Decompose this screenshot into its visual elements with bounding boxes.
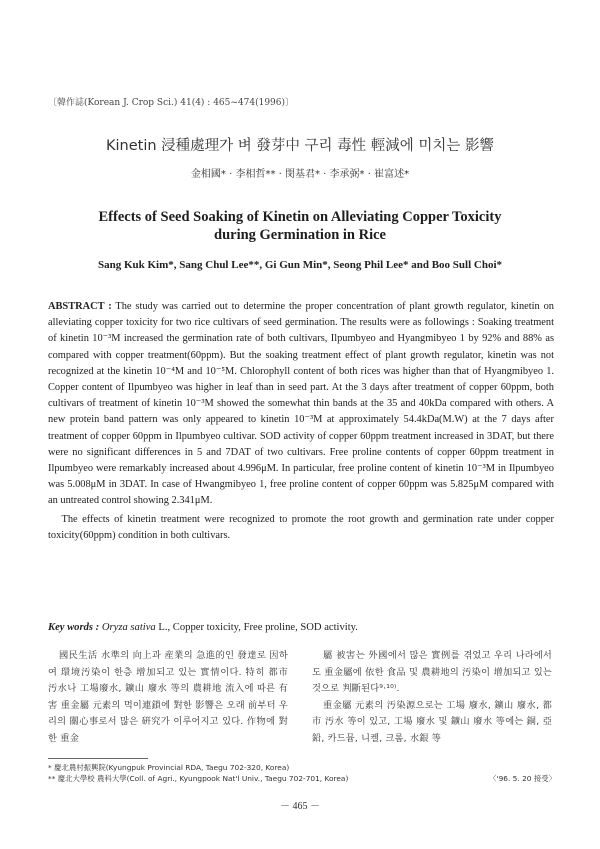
korean-authors: 金相國* · 李相哲** · 閔基君* · 李承弼* · 崔富述* — [190, 169, 410, 180]
keywords — [48, 622, 554, 633]
keywords-label: Key words : — [48, 622, 100, 633]
english-title-line2: during Germination in Rice — [214, 227, 386, 243]
abstract-paragraph-2: The effects of kinetin treatment were recognized to promote the root growth and germination rate under copper toxicity(60ppm) condition in both cultivars. — [48, 513, 554, 541]
abstract-paragraph-1 — [48, 299, 554, 510]
footnote-affiliation-2: ** 慶北大學校 農科大學(Coll. of Agri., Kyungpook Nat'l Univ., Taegu 702-701, Korea) — [48, 774, 349, 783]
body-column-left — [48, 648, 288, 747]
abstract — [48, 299, 554, 544]
english-authors: Sang Kuk Kim*, Sang Chul Lee**, Gi Gun Min*, Seong Phil Lee* and Boo Sull Choi* — [97, 259, 503, 271]
body-column-right — [312, 648, 552, 747]
keywords-species: Oryza sativa — [101, 622, 156, 633]
footnotes — [48, 762, 556, 784]
received-date: 〈'96. 5. 20 接受〉 — [489, 774, 556, 783]
body-left-paragraph: 國民生活 水準의 向上과 産業의 急進的인 發達로 因하여 環境汚染이 한층 增加되고 있는 實情이다. 特히 都市 汚水나 工場廢水, 鑛山 廢水 等의 農耕地 流入에 따른 有害 重金屬 元素의 먹이連鎖에 對한 影響은 오래 前부터 우리의 關心事로서 많은 硏究가 이루어지고 있다. 作物에 對한 重金 — [48, 650, 288, 744]
abstract-label: ABSTRACT : — [48, 301, 112, 312]
page-number: － 465 － — [280, 801, 320, 812]
korean-title: Kinetin 浸種處理가 벼 發芽中 구리 毒性 輕減에 미치는 影響 — [106, 138, 494, 154]
footnote-divider — [48, 758, 148, 759]
abstract-text-1: The study was carried out to determine the proper concentration of plant growth regulator, kinetin on alleviating copper toxicity for two rice cultivars of seed germination. The results were as followings : Soaking treatment of kinetin 10⁻³M increased the germination rate of both cultivars, Ilpumbyeo and Hyangmibyeo 1 by 92% and 88% as compared with copper treatment(60ppm). But the soaking treatment effect of plant growth regulator, kinetin was not recognized at the kinetin 10⁻⁴M and 10⁻⁵M. Chlorophyll content of both rices was higher than that of Hyangmibyeo 1. Copper content of Ilpumbyeo was higher in leaf than in seed part. At the 3 days after treatment of copper 60ppm, both cultivars of treatment of kinetin 10⁻³M showed the somewhat thin bands at the 35 and 40kDa compared with others. A new protein band pattern was only appeared to kinetin 10⁻³M at approximately 54.4kDa(M.W) at the 7 days after treatment of copper 60ppm in Ilpumbyeo cultivar. SOD activity of copper 60ppm treatment increased in 3DAT, but there were no significant differences in 5 and 7DAT of two cultivars. Free proline contents of copper 60ppm treatment in Ilpumbyeo were remarkably increased about 4.996μM. In particular, free proline content of kinetin 10⁻³M in Ilpumbyeo was 5.008μM in 3DAT. In case of Hwangmibyeo 1, free proline content of copper 60ppm was 5.825μM compared with an untreated control showing 2.341μM. — [48, 301, 554, 507]
body-right-paragraph-2: 重金屬 元素의 汚染源으로는 工場 廢水, 鑛山 廢水, 都市 汚水 等이 있고, 工場 廢水 및 鑛山 廢水 等에는 銅, 亞鉛, 카드뮴, 니켈, 크롬, 水銀 等 — [312, 699, 552, 744]
journal-reference: 〔韓作誌(Korean J. Crop Sci.) 41(4) : 465~474(1996)〕 — [48, 98, 295, 108]
english-title-line1: Effects of Seed Soaking of Kinetin on Alleviating Copper Toxicity — [98, 209, 502, 225]
body-right-paragraph-1: 屬 被害는 外國에서 많은 實例를 겪었고 우리 나라에서도 重金屬에 依한 食品 및 農耕地의 汚染이 增加되고 있는 것으로 判斷된다⁹·¹⁰⁾. — [312, 650, 552, 694]
footnote-affiliation-1: * 慶北農村振興院(Kyungpuk Provincial RDA, Taegu 702-320, Korea) — [48, 763, 290, 772]
english-title — [40, 208, 560, 244]
keywords-list: L., Copper toxicity, Free proline, SOD activity. — [155, 622, 358, 633]
